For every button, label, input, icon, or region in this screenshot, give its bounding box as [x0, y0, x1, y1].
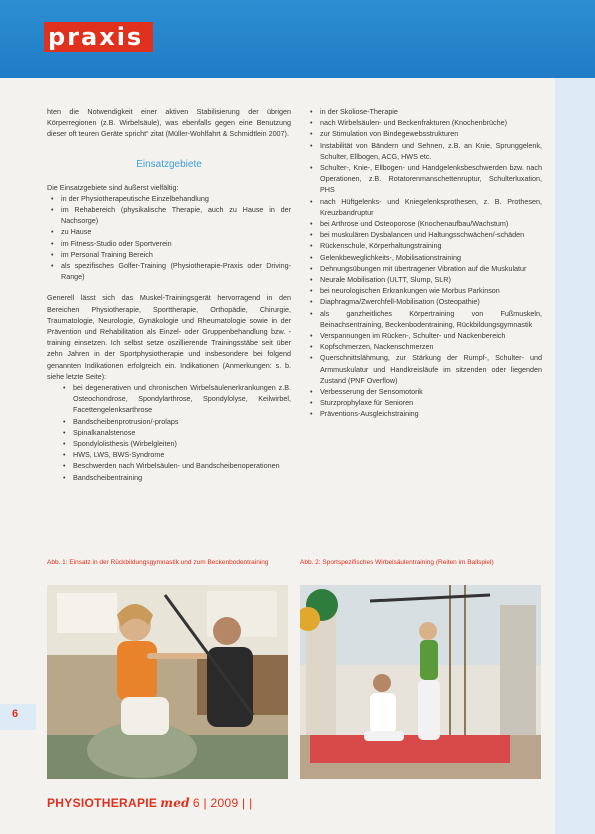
list-item: • im Rehabereich (physikalische Therapie, auch zu Hause in der Nachsorge): [47, 204, 291, 226]
list-item: • HWS, LWS, BWS-Syndrome: [47, 449, 291, 460]
list-item: • Spinalkanalstenose: [47, 427, 291, 438]
general-paragraph: Generell lässt sich das Muskel-Trainingsgerät hervorragend in den Bereichen Physiotherapie, Sporttherapie, Orthopädie, Chirurgie, Traumatologie, Neurologie, Gynäkologie und Rheumatologie sowie in der Prävention und Rehabilitation als Einzel- oder Gruppenbehandlung bzw. -training einsetzen. Ich selbst setze oszillierende Trainingsstäbe seit über zehn Jahren in der Sportphysiotherapie und insbesondere bei folgend genannten Indikationen erfolgreich ein. Indikationen (Anmerkungen: s. b. siehe letzte Seite):: [47, 293, 291, 381]
list-item: • bei neurologischen Erkrankungen wie Morbus Parkinson: [306, 285, 542, 296]
list-item: • nach Hüftgelenks- und Kniegelenksprothesen, z. B. Prothesen, Kreuzbandruptur: [306, 196, 542, 218]
list-item: • bei degenerativen und chronischen Wirbelsäulenerkrankungen z.B. Osteochondrose, Spondylarthrose, Spondylolyse, Keilwirbel, Facettengelenksarthrose: [47, 382, 291, 416]
section-title: Einsatzgebiete: [136, 158, 202, 170]
figure-1-caption: Abb. 1: Einsatz in der Rückbildungsgymnastik und zum Beckenbodentraining: [47, 559, 269, 566]
list-item: • bei Arthrose und Osteoporose (Knochenaufbau/Wachstum): [306, 218, 542, 229]
list-item: • Querschnittslähmung, zur Stärkung der Rumpf-, Schulter- und Armmuskulatur und Handkreisläufe im sitzenden oder liegenden Zustand (PNF Overflow): [306, 352, 542, 386]
list-item: • Präventions-Ausgleichstraining: [306, 408, 542, 419]
list-item: • zu Hause: [47, 226, 291, 237]
issue-info: 6 | 2009 | |: [192, 796, 253, 810]
list-item: • Verbesserung der Sensomotorik: [306, 386, 542, 397]
list-item: • in der Physiotherapeutische Einzelbehandlung: [47, 193, 291, 204]
list-item: • Sturzprophylaxe für Senioren: [306, 397, 542, 408]
magazine-title-suffix: med: [160, 796, 190, 810]
page-number-tab: [0, 704, 36, 730]
list-item: • Schulter-, Knie-, Ellbogen- und Handgelenksbeschwerden bzw. nach Operationen, z.B. Rotatorenmanschettenruptur, Schulterluxation, PHS: [306, 162, 542, 196]
figure-2-photo: [300, 585, 541, 779]
page-number: 6: [11, 708, 19, 720]
lead-text: Die Einsatzgebiete sind äußerst vielfältig:: [47, 182, 179, 192]
list-item: • Beschwerden nach Wirbelsäulen- und Bandscheibenoperationen: [47, 460, 291, 471]
footer: [47, 796, 253, 810]
list-item: • Rückenschule, Körperhaltungstraining: [306, 240, 542, 251]
list-item: • nach Wirbelsäulen- und Beckenfrakturen (Knochenbrüche): [306, 117, 542, 128]
side-band: [555, 78, 595, 834]
header-band: [0, 0, 595, 78]
list-item: • Dehnungsübungen mit übertragener Vibration auf die Muskulatur: [306, 263, 542, 274]
figure-2-caption: Abb. 2: Sportspezifisches Wirbelsäulentraining (Reiten im Ballspiel): [300, 559, 494, 566]
list-item: • im Personal Training Bereich: [47, 249, 291, 260]
figure-2-illustration: [300, 585, 541, 779]
figure-1-illustration: [47, 585, 288, 779]
list-item: • im Fitness-Studio oder Sportverein: [47, 238, 291, 249]
list-item: • als spezifisches Golfer-Training (Physiotherapie-Praxis oder Driving-Range): [47, 260, 291, 282]
list-item: • Diaphragma/Zwerchfell-Mobilisation (Osteopathie): [306, 296, 542, 307]
list-item: • Instabilität von Bändern und Sehnen, z.B. an Knie, Sprunggelenk, Schulter, Ellbogen, ACG, HWS etc.: [306, 140, 542, 162]
indications-list: [47, 382, 291, 483]
magazine-title: PHYSIOTHERAPIE: [47, 796, 158, 810]
settings-list: [47, 193, 291, 283]
indications-list-continued: [306, 106, 542, 420]
list-item: • Spondylolisthesis (Wirbelgleiten): [47, 438, 291, 449]
list-item: • Kopfschmerzen, Nackenschmerzen: [306, 341, 542, 352]
list-item: • bei muskulären Dysbalancen und Haltungsschwächen/-schäden: [306, 229, 542, 240]
list-item: • als ganzheitliches Körpertraining von Fußmuskeln, Beinachsentraining, Beckenbodentraining, Rückbildungsgymnastik: [306, 308, 542, 330]
list-item: • Gelenkbeweglichkeits-, Mobilisationstraining: [306, 252, 542, 263]
list-item: • zur Stimulation von Bindegewebsstrukturen: [306, 128, 542, 139]
list-item: • Verspannungen im Rücken-, Schulter- und Nackenbereich: [306, 330, 542, 341]
list-item: • Neurale Mobilisation (ULTT, Slump, SLR): [306, 274, 542, 285]
right-column: [306, 106, 542, 420]
left-column: [47, 106, 291, 483]
figure-1-photo: [47, 585, 288, 779]
intro-paragraph: hten die Notwendigkeit einer aktiven Stabilisierung der übrigen Körperregionen (z.B. Wirbelsäule), was ebenfalls gegen eine Benutzung dieser oft teuren Geräte spricht“ zitat (Müller-Wohlfahrt & Schmidtlein 2007).: [47, 107, 291, 139]
list-item: • in der Skoliose-Therapie: [306, 106, 542, 117]
section-label: praxis: [44, 22, 153, 52]
list-item: • Bandscheibenprotrusion/-prolaps: [47, 416, 291, 427]
list-item: • Bandscheibentraining: [47, 472, 291, 483]
